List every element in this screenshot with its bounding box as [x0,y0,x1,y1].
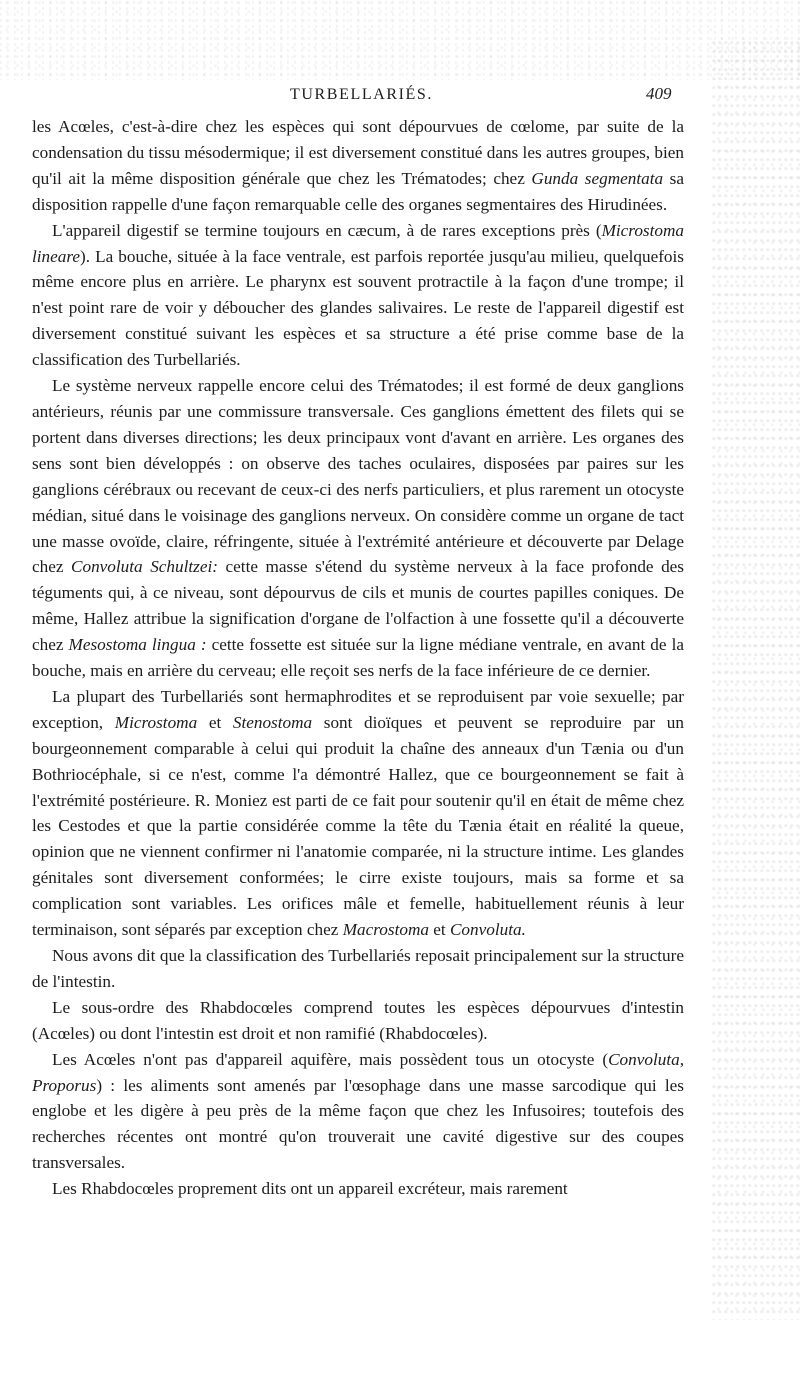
scan-noise-top [0,0,800,80]
paragraph [32,684,684,943]
text-run: et [197,712,233,732]
paragraph [32,1047,684,1177]
text-run: L'appareil digestif se termine toujours en cæcum, à de rares exceptions près ( [52,220,602,240]
italic-term: Proporus [32,1075,97,1095]
text-run: Les Acœles n'ont pas d'appareil aquifère, mais possèdent tous un otocyste ( [52,1049,609,1069]
italic-term: Mesostoma lingua : [68,635,207,655]
italic-term: Convoluta. [449,920,526,940]
body-text [32,114,684,1202]
italic-term: Microstoma lineare [32,220,684,266]
paragraph [32,373,684,684]
text-run: Le sous-ordre des Rhabdocœles comprend toutes les espèces dépourvues d'intestin (Acœles) ou dont l'intestin est droit et non ramifié (Rhabdocœles). [32,997,684,1043]
paragraph [32,995,684,1047]
page-header [0,86,800,110]
italic-term: Convoluta Schultzei: [71,557,218,577]
italic-term: Macrostoma [342,920,429,940]
text-run: La plupart des Turbellariés sont hermaphrodites et se reproduisent par voie sexuelle; par exception, [32,686,684,732]
italic-term: Stenostoma [232,712,313,732]
text-run: les Acœles, c'est-à-dire chez les espèces qui sont dépourvues de cœlome, par suite de la condensation du tissu mésodermique; il est diversement constitué dans les autres groupes, bien qu'il ait la même disposition générale que chez les Trématodes; chez [32,117,684,188]
text-run: Les Rhabdocœles proprement dits ont un appareil excréteur, mais rarement [52,1179,568,1199]
italic-term: Convoluta [608,1049,680,1069]
text-run: ) : les aliments sont amenés par l'œsophage dans une masse sarcodique qui les englobe et les digère à peu près de la même façon que chez les Infusoires; toutefois des recherches récentes ont montré qu'on trouverait une cavité digestive sur des coupes transversales. [32,1075,684,1173]
running-title: TURBELLARIÉS. [290,86,434,103]
paragraph [32,218,684,373]
italic-term: Gunda segmentata [531,168,664,188]
text-run: Nous avons dit que la classification des Turbellariés reposait principalement sur la structure de l'intestin. [32,946,684,991]
paragraph [32,114,684,218]
paragraph [32,943,684,995]
paragraph [32,1176,684,1202]
scan-noise-right-margin [712,40,800,1320]
text-run: ). La bouche, située à la face ventrale, est parfois reportée jusqu'au milieu, quelquefois même encore plus en arrière. Le pharynx est souvent protractile à la façon d'une trompe; il n'est point rare de voir y déboucher des glandes salivaires. Le reste de l'appareil digestif est diversement constitué suivant les espèces et sa structure a été prise comme base de la classification des Turbellariés. [32,246,684,370]
italic-term: Microstoma [114,712,198,732]
text-run: sa disposition rappelle d'une façon remarquable celle des organes segmentaires des Hirudinées. [32,168,685,214]
text-run: Le système nerveux rappelle encore celui des Trématodes; il est formé de deux ganglions antérieurs, réunis par une commissure transversale. Ces ganglions émettent des filets qui se portent dans diverses directions; les deux principaux vont d'avant en arrière. Les organes des sens sont bien développés : on observe des taches oculaires, disposées par paires sur les ganglions cérébraux ou recevant de ceux-ci des nerfs particuliers, et plus rarement un otocyste médian, situé dans le voisinage des ganglions nerveux. On considère comme un organe de tact une masse ovoïde, claire, réfringente, située à l'extrémité antérieure et découverte par Delage chez [32,376,684,577]
text-run: et [428,920,450,940]
page-number: 409 [646,84,672,103]
text-run: cette masse s'étend du système nerveux à la face profonde des téguments qui, à ce niveau, sont dépourvus de cils et munis de courtes papilles coniques. De même, Hallez attribue la signification d'organe de l'olfaction à une fossette qu'il a découverte chez [32,557,684,655]
text-run: , [679,1049,684,1069]
text-run: sont dioïques et peuvent se reproduire par un bourgeonnement comparable à celui qui produit la chaîne des anneaux d'un Tænia ou d'un Bothriocéphale, si ce n'est, comme l'a démontré Hallez, que ce bourgeonnement se fait à l'extrémité postérieure. R. Moniez est parti de ce fait pour soutenir qu'il en était de même chez les Cestodes et que la partie considérée comme la tête du Tænia était en réalité la queue, opinion que ne viennent confirmer ni l'anatomie comparée, ni la structure intime. Les glandes génitales sont diversement conformées; le cirre existe toujours, mais sa forme et sa complication sont variables. Les orifices mâle et femelle, habituellement réunis à leur terminaison, sont séparés par exception chez [32,712,684,940]
text-run: cette fossette est située sur la ligne médiane ventrale, en avant de la bouche, mais en arrière du cerveau; elle reçoit ses nerfs de la face inférieure de ce dernier. [32,635,684,681]
